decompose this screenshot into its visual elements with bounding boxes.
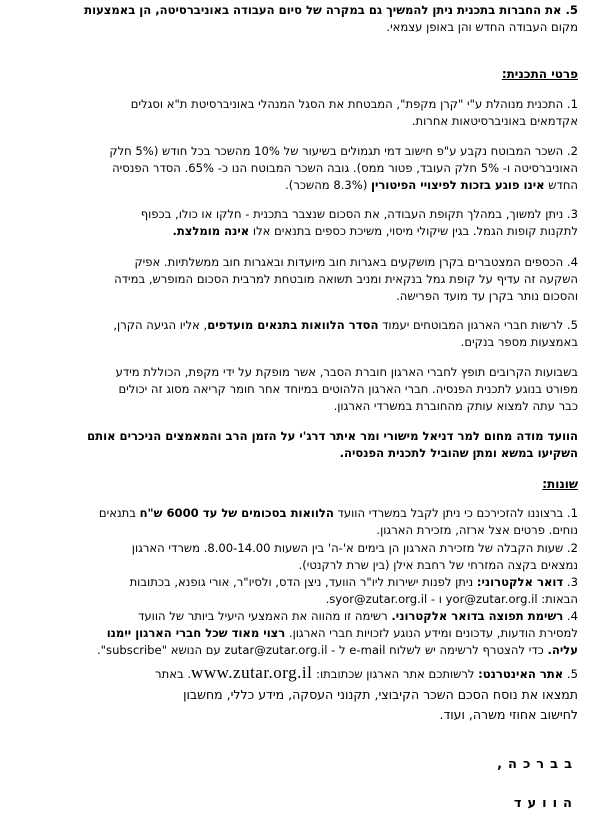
text-span: ניתן לפנות ישירות ליו"ר הוועד, ניצן הדס, ולסיו"ר, אורי גופנא, בכתובות bbox=[129, 575, 477, 589]
misc-item-5-line-2: תמצאו את נוסח הסכם השכר הקיבוצי, תקנוני העסקה, מידע כללי, מחשבון bbox=[183, 687, 578, 702]
plan-item-5 bbox=[22, 317, 578, 351]
booklet-line-2: מפורט בנוגע לתכנית הפנסיה. חברי הארגון הלהוטים במיוחד אחר חומר קריאה מסוג זה יכולים bbox=[118, 382, 578, 396]
text-span: 5. לרשות חברי הארגון המבוטחים יעמוד bbox=[378, 318, 578, 332]
misc-item-4-line-2 bbox=[22, 625, 578, 642]
misc-item-3 bbox=[22, 574, 578, 608]
thanks-paragraph bbox=[22, 428, 578, 462]
website-label: אתר האינטרנט: bbox=[478, 667, 564, 681]
plan-item-5-line-2: באמצעות מספר בנקים. bbox=[460, 335, 578, 349]
text-span: . באתר bbox=[155, 667, 192, 681]
plan-item-5-line-1 bbox=[22, 317, 578, 334]
intro-item-5-line-2: מקום העבודה החדש והן באופן עצמאי. bbox=[386, 20, 578, 34]
text-span: רשימה זו מהווה את האמצעי היעיל ביותר של הוועד bbox=[138, 609, 392, 623]
text-span: 4. bbox=[563, 609, 578, 623]
plan-item-4-line-3: והסכום נותר בקרן עד מועד הפרישה. bbox=[396, 289, 578, 303]
website-link[interactable]: www.zutar.org.il bbox=[191, 663, 313, 682]
join-recommendation: רצוי מאוד שכל חברי הארגון ייִמנו bbox=[106, 626, 286, 640]
thanks-line-1: הוועד מודה מחום למר דניאל מישורי ומר איתר דרג'י על הזמן הרב והמאמצים הניכרים אותם bbox=[87, 429, 578, 443]
signature-text: הוועד bbox=[513, 796, 578, 811]
plan-item-2 bbox=[22, 143, 578, 194]
plan-item-4-line-2: השקעה זה עדיף על קופת גמל בנקאית ומניב תשואה מובטחת למרבית הסכום המופרש, במידה bbox=[114, 272, 578, 286]
closing-signature bbox=[22, 795, 578, 812]
text-span: לרשותכם אתר הארגון שכתובתו: bbox=[312, 667, 479, 681]
not-recommended-note: אינה מומלצת. bbox=[172, 224, 250, 238]
misc-item-3-line-1 bbox=[22, 574, 578, 591]
plan-item-4-line-1: 4. הכספים המצטברים בקרן מושקעים באגרות חוב מיועדות ובאגרות חוב ממשלתיות. אפיק bbox=[134, 255, 578, 269]
thanks-line-2: השקיעו במשא ומתן שהוביל לתכנית הפנסיה. bbox=[339, 446, 578, 460]
plan-details-section bbox=[22, 66, 578, 83]
text-span: 1. ברצוננו להזכירכם כי ניתן לקבל במשרדי הוועד bbox=[333, 506, 578, 520]
misc-item-4-line-1 bbox=[22, 608, 578, 625]
plan-details-heading: פרטי התכנית: bbox=[501, 67, 578, 81]
booklet-paragraph bbox=[22, 364, 578, 415]
misc-item-5-line-3: לחישוב אחוזי משרה, ועוד. bbox=[439, 707, 578, 722]
text-span: לתקנות קופות הגמל. בגין שיקולי מיסוי, משיכת כספים בתנאים אלו bbox=[249, 224, 578, 238]
misc-item-3-line-2[interactable]: הבאות: yor@zutar.org.il ו - syor@zutar.org.il. bbox=[325, 592, 578, 606]
email-label: דואר אלקטרוני: bbox=[476, 575, 564, 589]
subscribe-instructions[interactable]: כדי להצטרף לרשימה יש לשלוח e-mail ל - zutar@zutar.org.il עם הנושא "subscribe". bbox=[97, 643, 548, 657]
text-span: בתנאים bbox=[98, 506, 140, 520]
misc-heading: שונות: bbox=[542, 477, 578, 491]
text-span: 3. bbox=[563, 575, 578, 589]
misc-item-1-line-1 bbox=[22, 505, 578, 522]
text-span: 5. bbox=[563, 667, 578, 681]
plan-item-2-line-1: 2. השכר המבוטח נקבע ע"פ חישוב דמי תגמולים בשיעור של 10% מהשכר בכל חודש (5% חלק bbox=[109, 144, 578, 158]
misc-item-1 bbox=[22, 505, 578, 539]
plan-item-3-line-1: 3. ניתן למשוך, במהלך תקופת העבודה, את הסכום שנצבר בתכנית - חלקו או כולו, בכפוף bbox=[140, 207, 578, 221]
intro-item-5-line-1: 5. את החברות בתכנית ניתן להמשיך גם במקרה של סיום העבודה באוניברסיטה, הן באמצעות bbox=[84, 3, 578, 17]
plan-item-1-line-1: 1. התכנית מנוהלת ע"י "קרן מקפת", המבטחת את הסגל המנהלי באוניברסיטת ת"א וסגלים bbox=[130, 97, 578, 111]
misc-section bbox=[22, 476, 578, 493]
text-span: עליה. bbox=[547, 643, 578, 657]
misc-item-2-line-1: 2. שעות הקבלה של מזכירת הארגון הן בימים א'-ה' בין השעות 8.00-14.00. משרדי הארגון bbox=[131, 541, 578, 555]
misc-item-4-line-3 bbox=[22, 642, 578, 659]
loan-amount-note: הלוואות בסכומים של עד 6000 ש"ח bbox=[139, 506, 334, 520]
loan-arrangement-note: הסדר הלוואות בתנאים מועדפים bbox=[207, 318, 379, 332]
plan-item-2-line-3 bbox=[22, 177, 578, 194]
text-span: החדש bbox=[544, 178, 578, 192]
severance-note: אינו פוגע בזכות לפיצויי הפיטורין bbox=[371, 178, 545, 192]
misc-item-1-line-2: נוחים. פרטים אצל ארזה, מזכירת הארגון. bbox=[376, 523, 578, 537]
plan-item-3 bbox=[22, 206, 578, 240]
plan-item-1 bbox=[22, 96, 578, 130]
misc-item-2 bbox=[22, 540, 578, 574]
misc-item-4 bbox=[22, 608, 578, 659]
text-span: למסירת הודעות, עדכונים ומידע הנוגע לזכויות חברי הארגון. bbox=[285, 626, 578, 640]
misc-item-2-line-2: נמצאים בקצה המזרחי של רחבת אילן (בין שרת לרקנטי). bbox=[298, 558, 578, 572]
text-span: , אליו הגיעה הקרן, bbox=[113, 318, 208, 332]
greeting-text: בברכה, bbox=[497, 757, 578, 772]
booklet-line-1: בשבועות הקרובים תופץ לחברי הארגון חוברת הסבר, אשר מופקת על ידי מקפת, הכוללת מידע bbox=[115, 365, 578, 379]
plan-item-1-line-2: אקדמאים באוניברסיטאות אחרות. bbox=[411, 114, 578, 128]
misc-item-5-line-1 bbox=[22, 662, 578, 685]
booklet-line-3: כבר עתה למצוא עותק מהחוברת במשרדי הארגון. bbox=[333, 399, 578, 413]
misc-item-5 bbox=[22, 662, 578, 725]
text-span: (8.3% מהשכר). bbox=[285, 178, 372, 192]
closing-greeting bbox=[22, 756, 578, 773]
plan-item-4 bbox=[22, 254, 578, 305]
plan-item-2-line-2: האוניברסיטה ו- 5% חלק העובד, פטור ממס). גובה השכר המבוטח הנו כ- 65%. הסדר הפנסיה bbox=[112, 161, 578, 175]
plan-item-3-line-2 bbox=[22, 223, 578, 240]
mailing-list-label: רשימת תפוצה בדואר אלקטרוני. bbox=[391, 609, 564, 623]
intro-item-5 bbox=[22, 2, 578, 36]
